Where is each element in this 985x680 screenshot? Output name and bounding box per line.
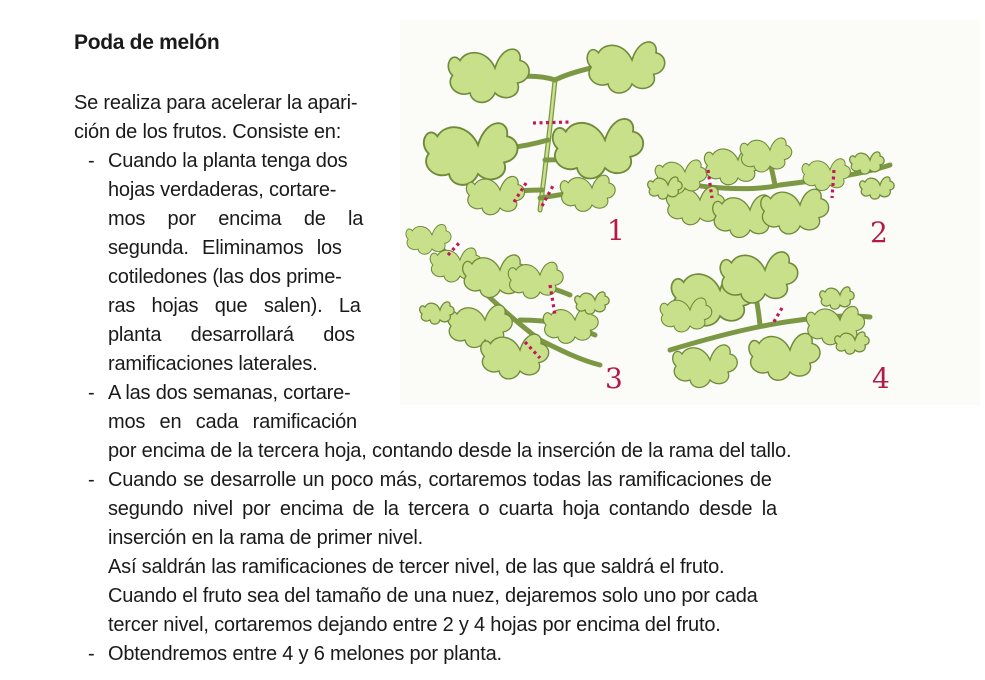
stage-4-plant — [660, 252, 890, 395]
bullet-dash: - — [88, 643, 95, 665]
bullet-dash: - — [88, 469, 95, 491]
bullet-line: Cuando el fruto sea del tamaño de una nuez, dejaremos solo uno por cada — [108, 585, 758, 607]
stage-1-plant — [424, 42, 665, 247]
bullet-line: inserción en la rama de primer nivel. — [108, 527, 423, 549]
bullet-line: mos en cada ramificación — [108, 411, 357, 433]
stage-label: 1 — [607, 214, 625, 247]
pruning-illustration — [400, 20, 980, 405]
pruning-diagram — [400, 20, 980, 405]
bullet-dash: - — [88, 382, 95, 404]
intro-line: ción de los frutos. Consiste en: — [74, 121, 342, 143]
bullet-line: hojas verdaderas, cortare- — [108, 179, 337, 201]
stage-label: 3 — [605, 362, 623, 395]
bullet-line: planta desarrollará dos — [108, 324, 355, 346]
bullet-line: ras hojas que salen). La — [108, 295, 361, 317]
bullet-line: Cuando se desarrolle un poco más, cortaremos todas las ramificaciones de — [108, 469, 772, 491]
stage-2-plant — [648, 138, 894, 249]
bullet-line: Cuando la planta tenga dos — [108, 150, 348, 172]
stage-3-plant — [406, 224, 623, 395]
bullet-line: A las dos semanas, cortare- — [108, 382, 351, 404]
bullet-dash: - — [88, 150, 95, 172]
section-title: Poda de melón — [74, 31, 220, 54]
bullet-line: cotiledones (las dos prime- — [108, 266, 342, 288]
bullet-line: mos por encima de la — [108, 208, 364, 230]
bullet-line: por encima de la tercera hoja, contando desde la inserción de la rama del tallo. — [108, 440, 792, 462]
bullet-line: tercer nivel, cortaremos dejando entre 2 y 4 hojas por encima del fruto. — [108, 614, 721, 636]
bullet-line: segunda. Eliminamos los — [108, 237, 342, 259]
intro-line: Se realiza para acelerar la apari- — [74, 92, 358, 114]
stage-label: 4 — [872, 362, 890, 395]
bullet-line: Así saldrán las ramificaciones de tercer nivel, de las que saldrá el fruto. — [108, 556, 725, 578]
bullet-line: ramificaciones laterales. — [108, 353, 318, 375]
bullet-line: segundo nivel por encima de la tercera o cuarta hoja contando desde la — [108, 498, 777, 520]
bullet-line: Obtendremos entre 4 y 6 melones por planta. — [108, 643, 502, 665]
stage-label: 2 — [870, 216, 888, 249]
